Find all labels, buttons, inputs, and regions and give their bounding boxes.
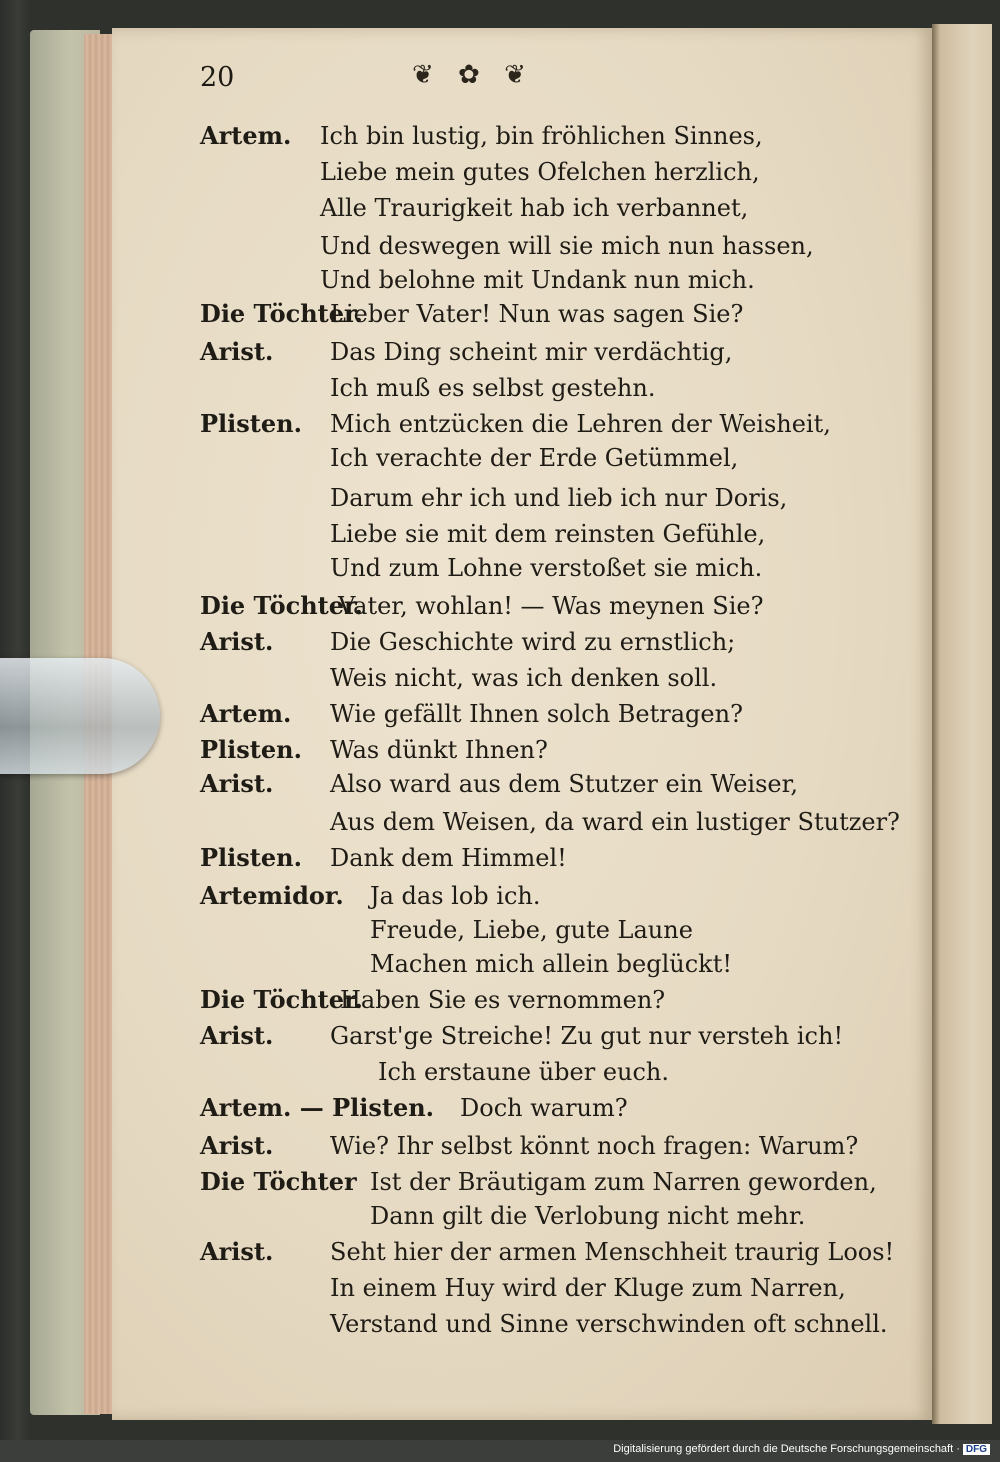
verse-text: Liebe mein gutes Ofelchen herzlich, xyxy=(320,158,760,186)
speaker-name: Plisten. xyxy=(200,843,302,872)
speaker-name: Plisten. xyxy=(200,409,302,438)
verse-text: Lieber Vater! Nun was sagen Sie? xyxy=(330,300,744,328)
speaker-name: Die Töchter xyxy=(200,1167,357,1196)
speaker-name: Artem. — Plisten. xyxy=(200,1093,435,1122)
speaker-name: Artem. xyxy=(200,121,292,150)
dfg-logo: DFG xyxy=(963,1444,990,1455)
verse-text: Das Ding scheint mir verdächtig, xyxy=(330,338,733,366)
verse-text: Freude, Liebe, gute Laune xyxy=(370,916,693,944)
verse-text: Ist der Bräutigam zum Narren geworden, xyxy=(370,1168,877,1196)
verse-text: Wie? Ihr selbst könnt noch fragen: Warum? xyxy=(330,1132,859,1160)
verse-text: Liebe sie mit dem reinsten Gefühle, xyxy=(330,520,766,548)
verse-text: Und deswegen will sie mich nun hassen, xyxy=(320,232,814,260)
speaker-name: Arist. xyxy=(200,1021,274,1050)
facing-page-edge xyxy=(932,24,992,1424)
speaker-name: Arist. xyxy=(200,1237,274,1266)
verse-text: Aus dem Weisen, da ward ein lustiger Stutzer? xyxy=(330,808,900,836)
verse-text: Dank dem Himmel! xyxy=(330,844,567,872)
verse-text: Haben Sie es vernommen? xyxy=(340,986,666,1014)
footer-text: Digitalisierung gefördert durch die Deutsche Forschungsgemeinschaft · xyxy=(613,1443,960,1455)
speaker-name: Die Töchter. xyxy=(200,591,363,620)
verse-text: Wie gefällt Ihnen solch Betragen? xyxy=(330,700,743,728)
speaker-name: Artem. xyxy=(200,699,292,728)
speaker-name: Arist. xyxy=(200,337,274,366)
verse-text: Ich bin lustig, bin fröhlichen Sinnes, xyxy=(320,122,763,150)
verse-text: Verstand und Sinne verschwinden oft schnell. xyxy=(330,1310,888,1338)
verse-text: Darum ehr ich und lieb ich nur Doris, xyxy=(330,484,788,512)
footer xyxy=(613,1443,990,1455)
verse-text: Alle Traurigkeit hab ich verbannet, xyxy=(320,194,749,222)
verse-text: Vater, wohlan! — Was meynen Sie? xyxy=(338,592,764,620)
verse-text: Ja das lob ich. xyxy=(370,882,541,910)
speaker-name: Arist. xyxy=(200,627,274,656)
page-clip xyxy=(0,658,160,774)
page-number: 20 xyxy=(200,62,235,93)
speaker-name: Plisten. xyxy=(200,735,302,764)
verse-text: Was dünkt Ihnen? xyxy=(330,736,548,764)
speaker-name: Arist. xyxy=(200,769,274,798)
verse-text: Die Geschichte wird zu ernstlich; xyxy=(330,628,736,656)
verse-text: Weis nicht, was ich denken soll. xyxy=(330,664,718,692)
verse-text: Und zum Lohne verstoßet sie mich. xyxy=(330,554,763,582)
verse-text: Seht hier der armen Menschheit traurig Loos! xyxy=(330,1238,895,1266)
verse-text: Mich entzücken die Lehren der Weisheit, xyxy=(330,410,831,438)
speaker-name: Artemidor. xyxy=(200,881,344,910)
speaker-name: Die Töchter. xyxy=(200,985,363,1014)
speaker-name: Arist. xyxy=(200,1131,274,1160)
verse-text: Machen mich allein beglückt! xyxy=(370,950,732,978)
verse-text: In einem Huy wird der Kluge zum Narren, xyxy=(330,1274,846,1302)
speaker-name: Die Töchter. xyxy=(200,299,363,328)
verse-text: Also ward aus dem Stutzer ein Weiser, xyxy=(330,770,799,798)
verse-text: Ich erstaune über euch. xyxy=(378,1058,670,1086)
verse-text: Dann gilt die Verlobung nicht mehr. xyxy=(370,1202,806,1230)
verse-text: Doch warum? xyxy=(460,1094,628,1122)
verse-text: Und belohne mit Undank nun mich. xyxy=(320,266,755,294)
header-ornament: ❦ ✿ ❦ xyxy=(412,60,534,90)
verse-text: Ich verachte der Erde Getümmel, xyxy=(330,444,739,472)
verse-text: Garst'ge Streiche! Zu gut nur versteh ich! xyxy=(330,1022,844,1050)
verse-text: Ich muß es selbst gestehn. xyxy=(330,374,656,402)
